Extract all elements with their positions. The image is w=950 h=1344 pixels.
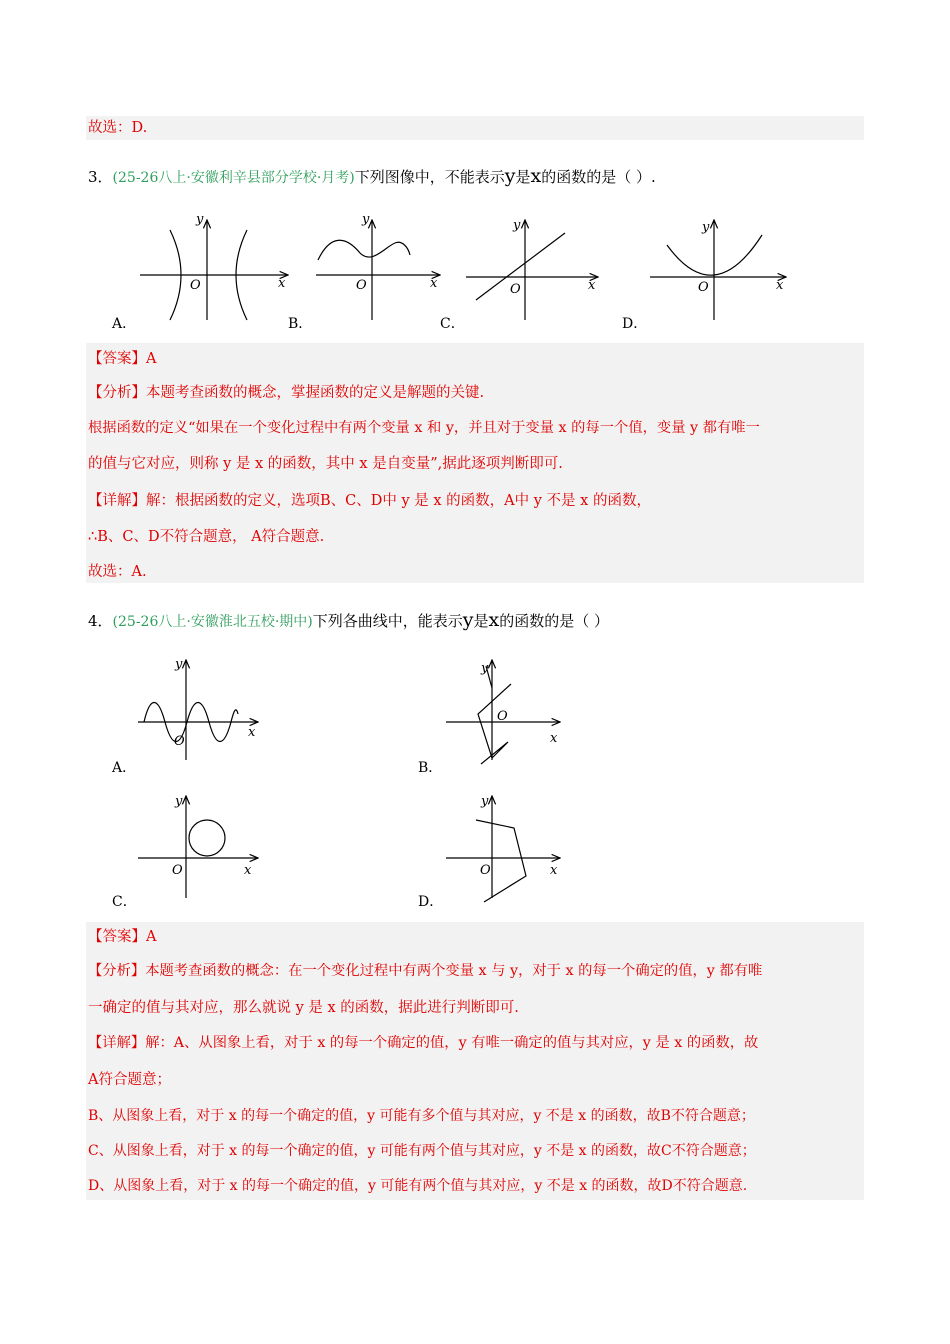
q4-var-y: y [462,609,474,631]
q3-answer-tag: 【答案】 [88,351,146,367]
q4-d-y-label: y [481,794,489,809]
q4-option-b: B． [418,760,443,776]
q3-option-a: A． [112,316,137,332]
q4-detail-text-1: 解：A、从图象上看，对于 x 的每一个确定的值，y 有唯一确定的值与其对应，y 是 x 的函数，故 [145,1035,759,1051]
q4-stem-a: 下列各曲线中，能表示 [312,612,463,630]
q4-mid: 是 [473,612,489,630]
q4-stem-b: 的函数的是（ ） [499,612,609,630]
q3-number: 3． [88,168,113,186]
q4-graphs [0,648,950,910]
q3-b-x-label: x [430,276,438,291]
q4-graph-a [138,660,258,760]
q4-option-c: C． [112,894,137,910]
q3-option-b: B． [288,316,313,332]
q3-b-origin: O [356,278,367,293]
q3-analysis-3: 的值与它对应，则称 y 是 x 的函数，其中 x 是自变量”,据此逐项判断即可. [88,456,563,472]
q4-a-origin: O [174,734,185,749]
q4-c-origin: O [172,863,183,878]
q3-a-origin: O [190,278,201,293]
q3-stem-b: 的函数的是（ ）. [541,168,656,186]
q4-c-y-label: y [175,794,183,809]
q3-d-x-label: x [776,278,784,293]
q4-answer [88,927,156,947]
q3-conclusion: 故选：A. [88,564,147,580]
q3-analysis-1 [88,383,484,403]
q3-var-y: y [504,165,516,187]
q3-graphs [0,205,950,330]
q3-answer [88,349,156,369]
q4-analysis-2: 一确定的值与其对应，那么就说 y 是 x 的函数，据此进行判断即可. [88,1000,519,1016]
q4-analysis-tag: 【分析】 [88,963,146,979]
q4-detail-2: A符合题意； [88,1072,171,1088]
q3-answer-box [86,343,864,583]
q3-var-x: x [530,165,542,187]
q3-c-x-label: x [588,278,596,293]
q4-var-x: x [488,609,500,631]
q3-a-x-label: x [278,276,286,291]
q4-analysis-text-1: 本题考查函数的概念：在一个变化过程中有两个变量 x 与 y，对于 x 的每一个确定的值，y 都有唯 [145,963,763,979]
q4-a-x-label: x [248,725,256,740]
q4-a-y-label: y [175,657,183,672]
q3-detail-tag: 【详解】 [88,493,146,509]
q4-detail-4: C、从图象上看，对于 x 的每一个确定的值，y 可能有两个值与其对应，y 不是 x 的函数，故C不符合题意； [88,1143,756,1159]
q4-b-y-label: y [481,661,489,676]
q3-analysis-text-1: 本题考查函数的概念，掌握函数的定义是解题的关键. [146,385,485,401]
q3-analysis-2: 根据函数的定义“如果在一个变化过程中有两个变量 x 和 y，并且对于变量 x 的每一个值，变量 y 都有唯一 [88,420,760,436]
q4-detail-5: D、从图象上看，对于 x 的每一个确定的值，y 可能有两个值与其对应，y 不是 x 的函数，故D不符合题意. [88,1178,748,1194]
q3-mid: 是 [515,168,531,186]
q3-analysis-tag: 【分析】 [88,385,146,401]
q4-number: 4． [88,612,113,630]
q3-option-d: D． [622,316,648,332]
q3-d-y-label: y [702,220,710,235]
q3-d-origin: O [698,280,709,295]
q4-c-x-label: x [244,863,252,878]
q3-detail-text-1: 解：根据函数的定义，选项B、C、D中 y 是 x 的函数，A中 y 不是 x 的函数， [146,493,651,509]
q4-d-x-label: x [550,863,558,878]
q4-graph-d [446,796,560,902]
q4-detail-tag: 【详解】 [88,1035,146,1051]
q4-detail-1 [88,1033,758,1053]
q3-detail-1 [88,491,651,511]
q4-analysis-1 [88,961,762,981]
q3-source: (25-26八上·安徽利辛县部分学校·月考) [112,170,355,186]
q4-b-origin: O [497,709,508,724]
prev-conclusion: 故选：D. [88,120,148,136]
q4-answer-value: A [146,929,157,945]
q4-detail-3: B、从图象上看，对于 x 的每一个确定的值，y 可能有多个值与其对应，y 不是 x 的函数，故B不符合题意； [88,1108,755,1124]
q3-detail-2: ∴B、C、D不符合题意， A符合题意. [88,529,325,545]
q4-b-x-label: x [550,731,558,746]
q3-graph-b [316,220,440,320]
q4-answer-tag: 【答案】 [88,929,146,945]
prev-answer-box [86,116,864,140]
q3-c-y-label: y [513,218,521,233]
q3-b-y-label: y [362,212,370,227]
q4-answer-box [86,922,864,1200]
q3-graph-a [140,220,288,320]
q4-graph-c [138,796,258,898]
q4-source: (25-26八上·安徽淮北五校·期中) [112,614,313,630]
q3-stem [88,165,656,189]
q3-graph-d [650,220,786,320]
q3-c-origin: O [510,282,521,297]
q4-option-d: D． [418,894,444,910]
q3-option-c: C． [440,316,465,332]
q3-answer-value: A [146,351,157,367]
q4-stem [88,609,609,633]
q4-option-a: A． [112,760,137,776]
q3-graph-c [466,220,598,320]
q3-stem-a: 下列图像中，不能表示 [354,168,505,186]
q3-a-y-label: y [196,212,204,227]
q4-d-origin: O [480,863,491,878]
